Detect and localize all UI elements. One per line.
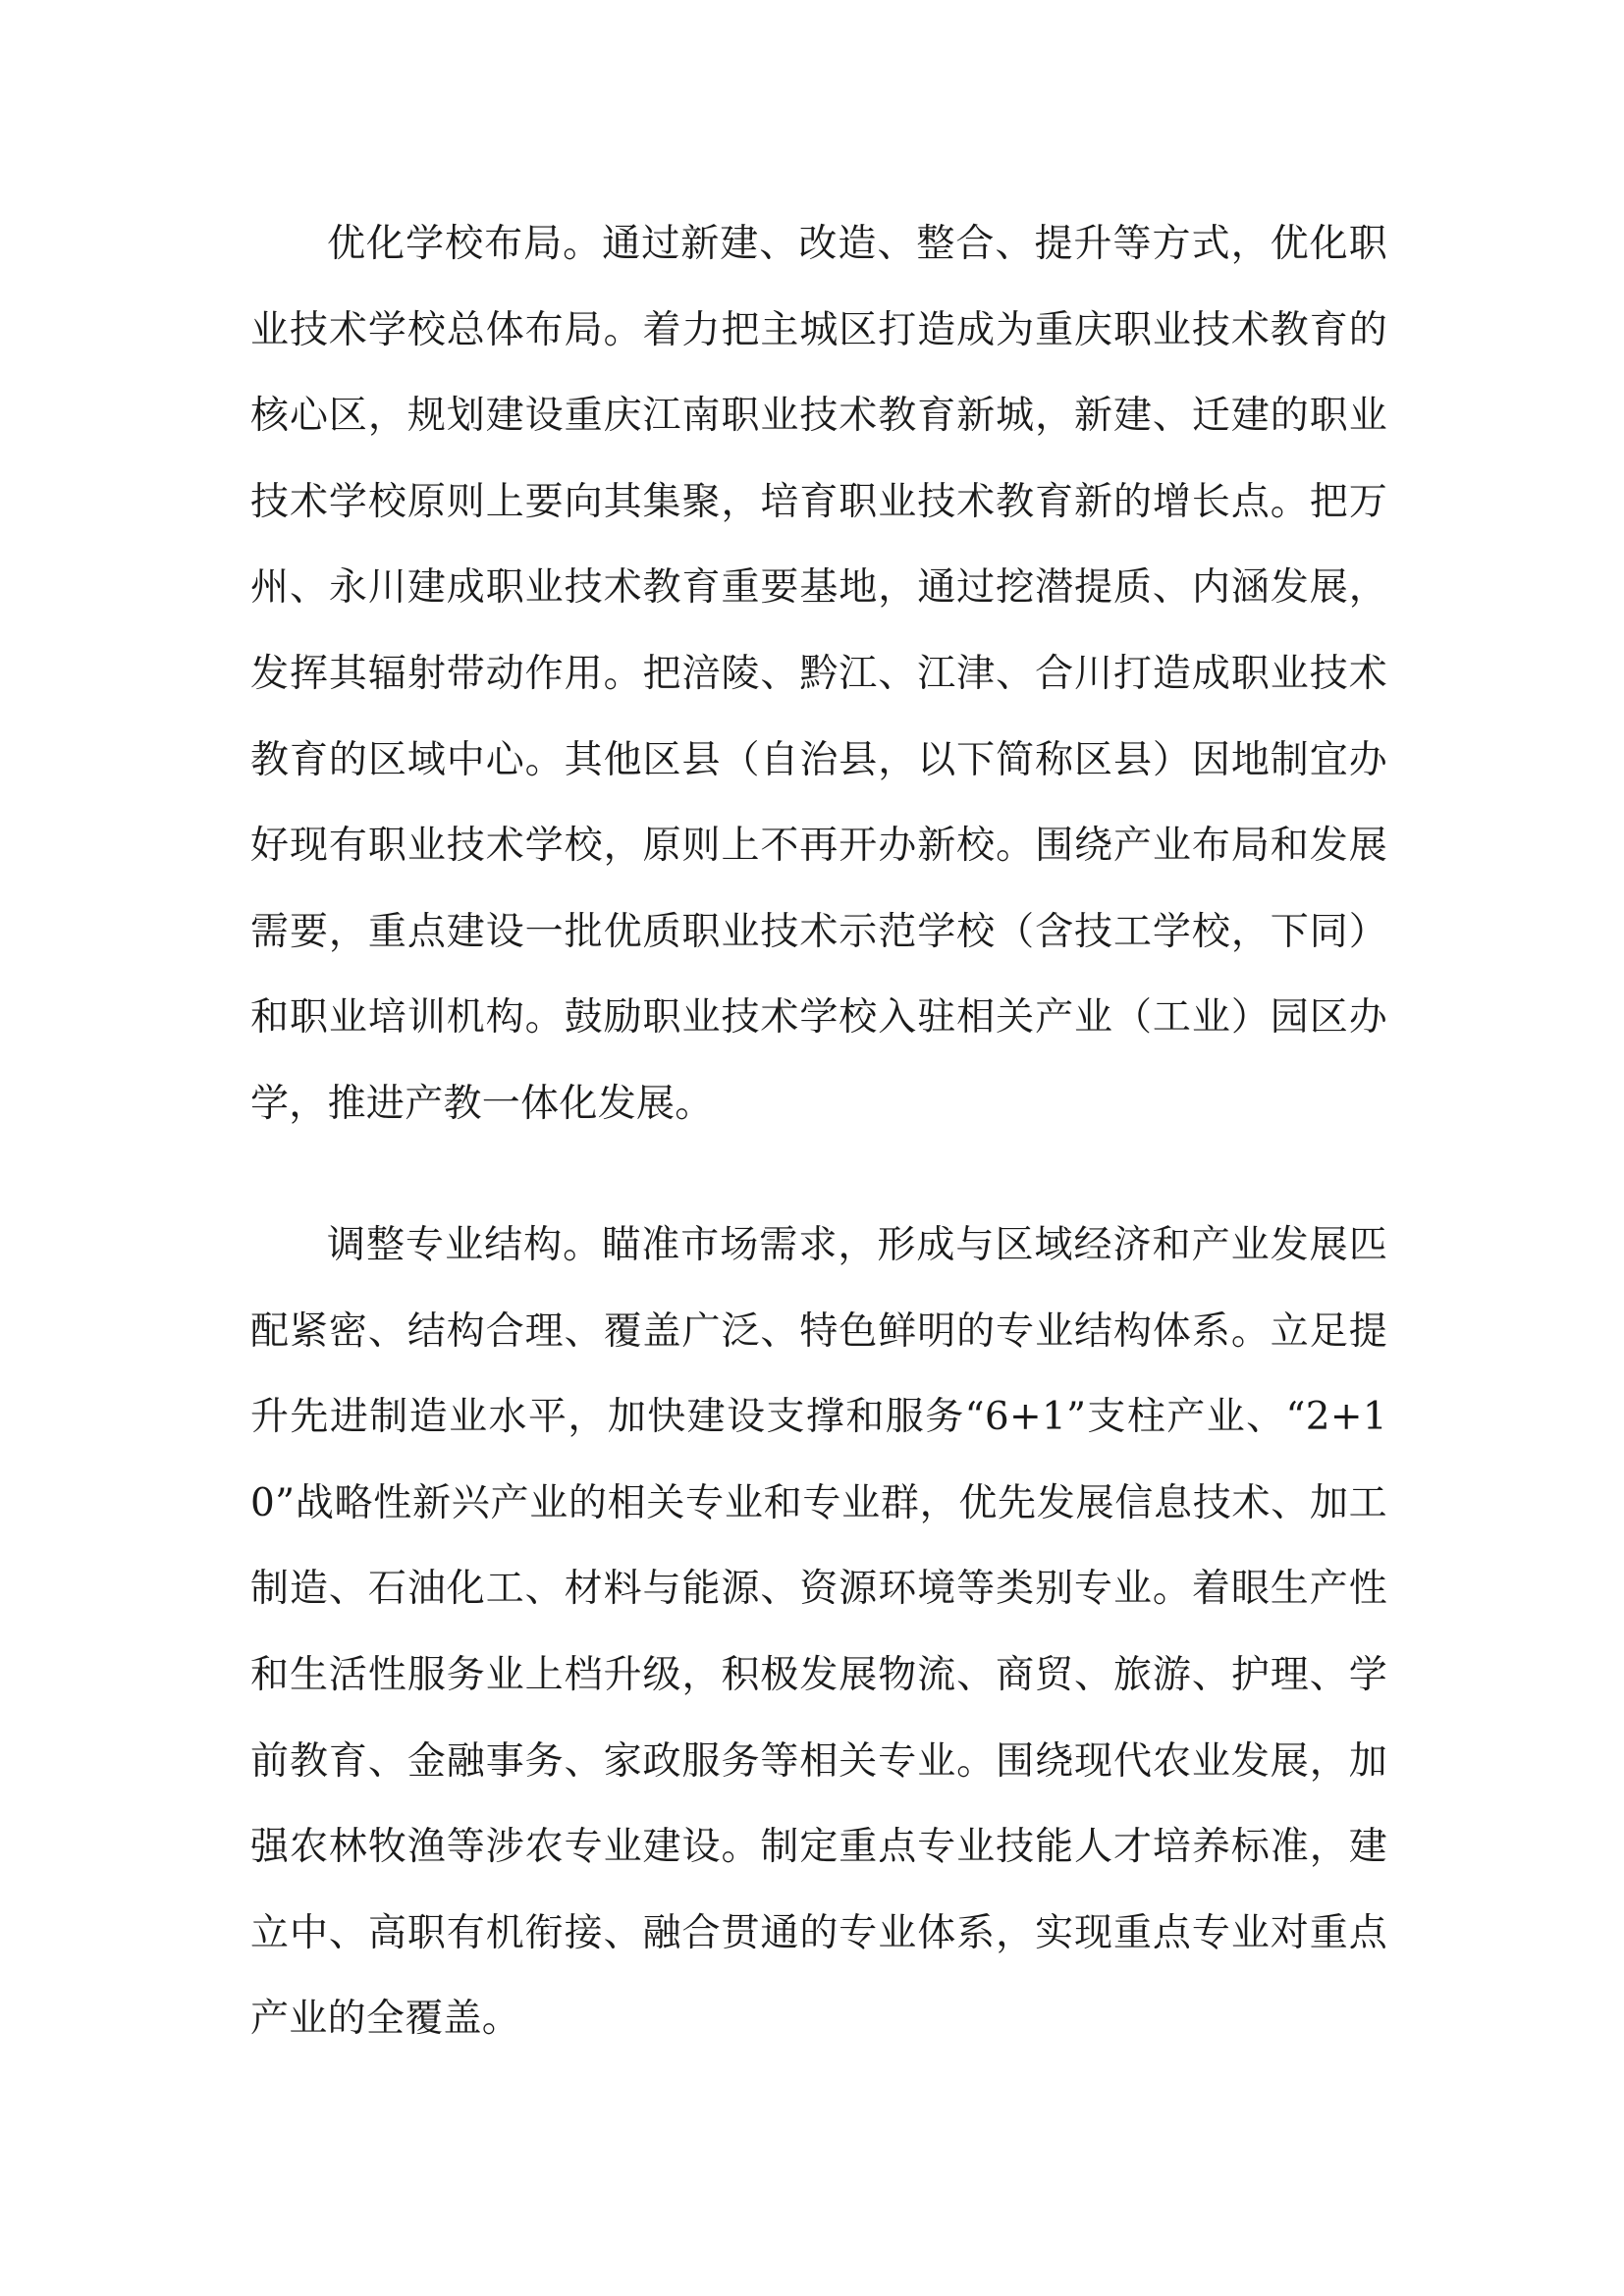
paragraph-adjust-major-structure: 调整专业结构。瞄准市场需求，形成与区域经济和产业发展匹配紧密、结构合理、覆盖广泛、特色鲜明的专业结构体系。立足提升先进制造业水平，加快建设支撑和服务“6+1”支柱产业、“2+10”战略性新兴产业的相关专业和专业群，优先发展信息技术、加工制造、石油化工、材料与能源、资源环境等类别专业。着眼生产性和生活性服务业上档升级，积极发展物流、商贸、旅游、护理、学前教育、金融事务、家政服务等相关专业。围绕现代农业发展，加强农林牧渔等涉农专业建设。制定重点专业技能人才培养标准，建立中、高职有机衔接、融合贯通的专业体系，实现重点专业对重点产业的全覆盖。 [250, 1223, 1387, 2042]
paragraph-optimize-school-layout: 优化学校布局。通过新建、改造、整合、提升等方式，优化职业技术学校总体布局。着力把主城区打造成为重庆职业技术教育的核心区，规划建设重庆江南职业技术教育新城，新建、迁建的职业技术学校原则上要向其集聚，培育职业技术教育新的增长点。把万州、永川建成职业技术教育重要基地，通过挖潜提质、内涵发展，发挥其辐射带动作用。把涪陵、黔江、江津、合川打造成职业技术教育的区域中心。其他区县（自治县，以下简称区县）因地制宜办好现有职业技术学校，原则上不再开办新校。围绕产业布局和发展需要，重点建设一批优质职业技术示范学校（含技工学校，下同）和职业培训机构。鼓励职业技术学校入驻相关产业（工业）园区办学，推进产教一体化发展。 [250, 222, 1387, 1126]
